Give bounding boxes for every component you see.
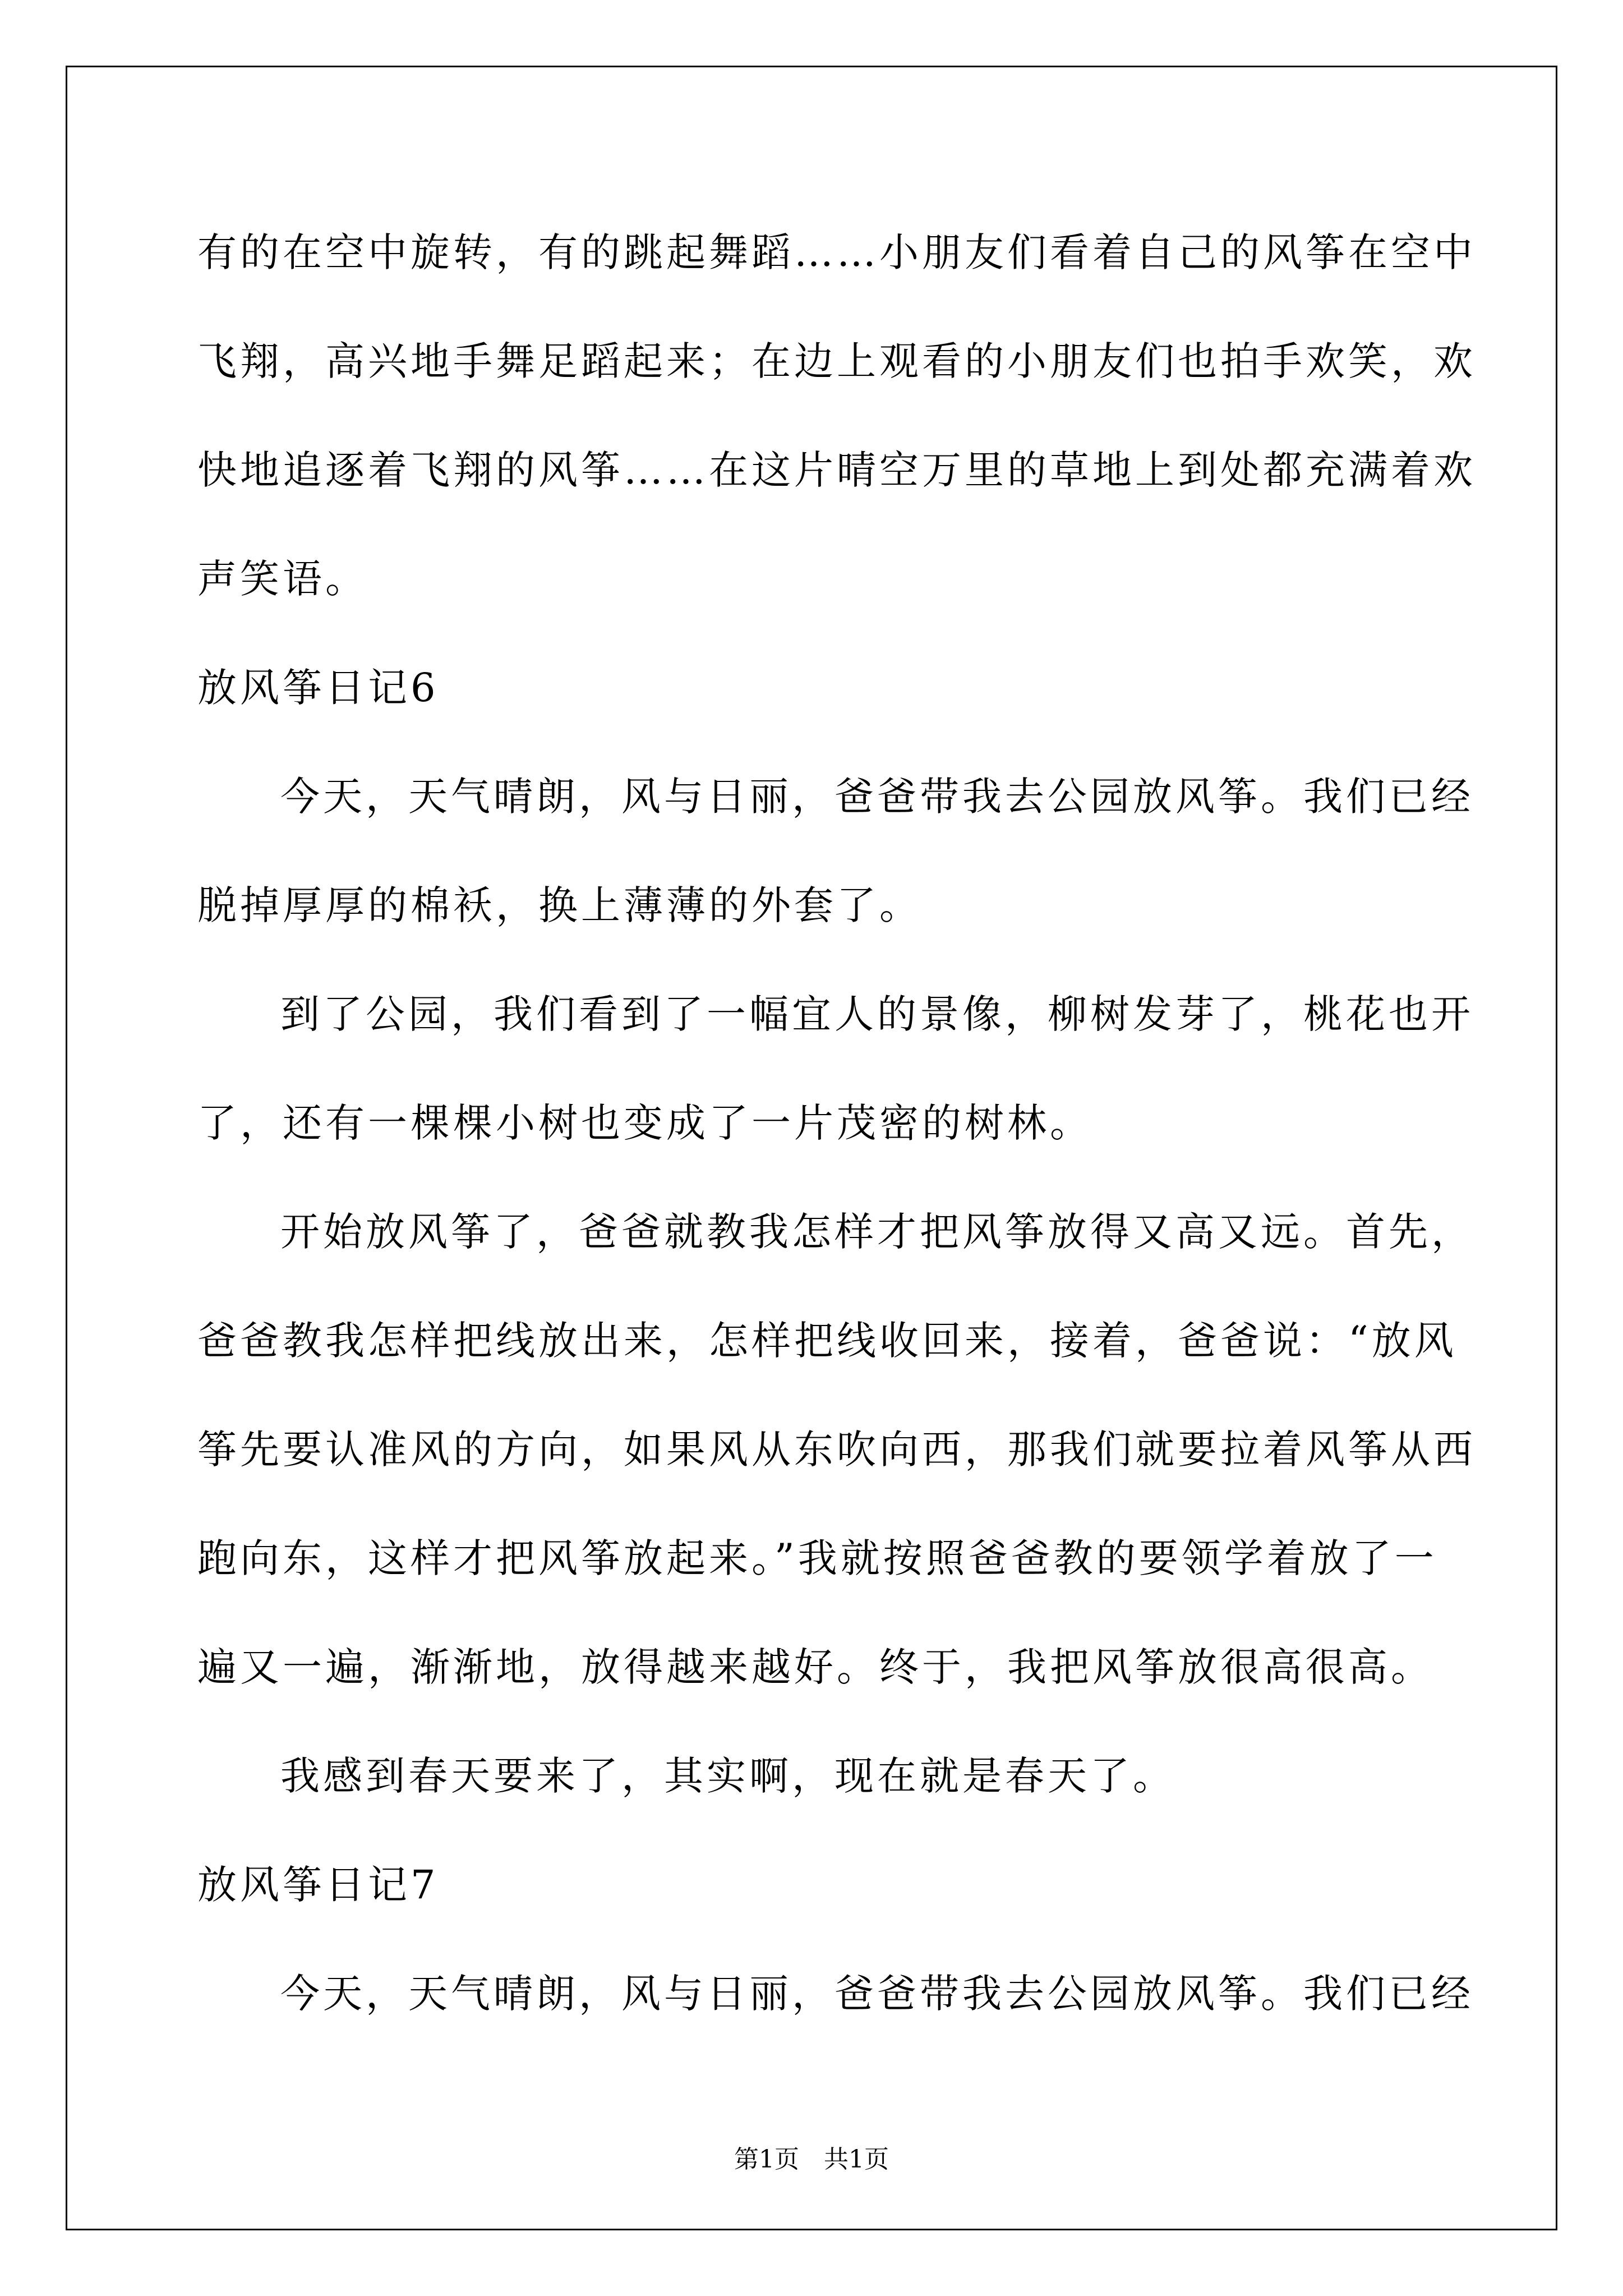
paragraph-line: 飞翔，高兴地手舞足蹈起来；在边上观看的小朋友们也拍手欢笑，欢 bbox=[197, 338, 1476, 384]
paragraph-line: 到了公园，我们看到了一幅宜人的景像，柳树发芽了，桃花也开 bbox=[280, 991, 1474, 1037]
section-heading: 放风筝日记7 bbox=[197, 1862, 439, 1908]
paragraph-line: 筝先要认准风的方向，如果风从东吹向西，那我们就要拉着风筝从西 bbox=[197, 1427, 1476, 1473]
document-body bbox=[197, 213, 1476, 2063]
paragraph-line: 快地追逐着飞翔的风筝……在这片晴空万里的草地上到处都充满着欢 bbox=[197, 447, 1476, 493]
paragraph-line: 今天，天气晴朗，风与日丽，爸爸带我去公园放风筝。我们已经 bbox=[280, 774, 1474, 820]
paragraph-line: 遍又一遍，渐渐地，放得越来越好。终于，我把风筝放很高很高。 bbox=[197, 1644, 1433, 1690]
page-number-footer: 第1页 共1页 bbox=[734, 2145, 889, 2174]
paragraph-line: 有的在空中旋转，有的跳起舞蹈……小朋友们看着自己的风筝在空中 bbox=[197, 229, 1476, 275]
paragraph-line: 了，还有一棵棵小树也变成了一片茂密的树林。 bbox=[197, 1100, 1092, 1146]
paragraph-line: 脱掉厚厚的棉袄，换上薄薄的外套了。 bbox=[197, 882, 922, 928]
paragraph-line: 跑向东，这样才把风筝放起来。”我就按照爸爸教的要领学着放了一 bbox=[197, 1535, 1437, 1581]
paragraph-line: 声笑语。 bbox=[197, 556, 368, 602]
paragraph-line: 今天，天气晴朗，风与日丽，爸爸带我去公园放风筝。我们已经 bbox=[280, 1971, 1474, 2017]
paragraph-line: 我感到春天要来了，其实啊，现在就是春天了。 bbox=[280, 1753, 1175, 1799]
section-heading: 放风筝日记6 bbox=[197, 665, 439, 711]
paragraph-line: 开始放风筝了，爸爸就教我怎样才把风筝放得又高又远。首先， bbox=[280, 1209, 1474, 1255]
paragraph-line: 爸爸教我怎样把线放出来，怎样把线收回来，接着，爸爸说：“放风 bbox=[197, 1318, 1457, 1364]
